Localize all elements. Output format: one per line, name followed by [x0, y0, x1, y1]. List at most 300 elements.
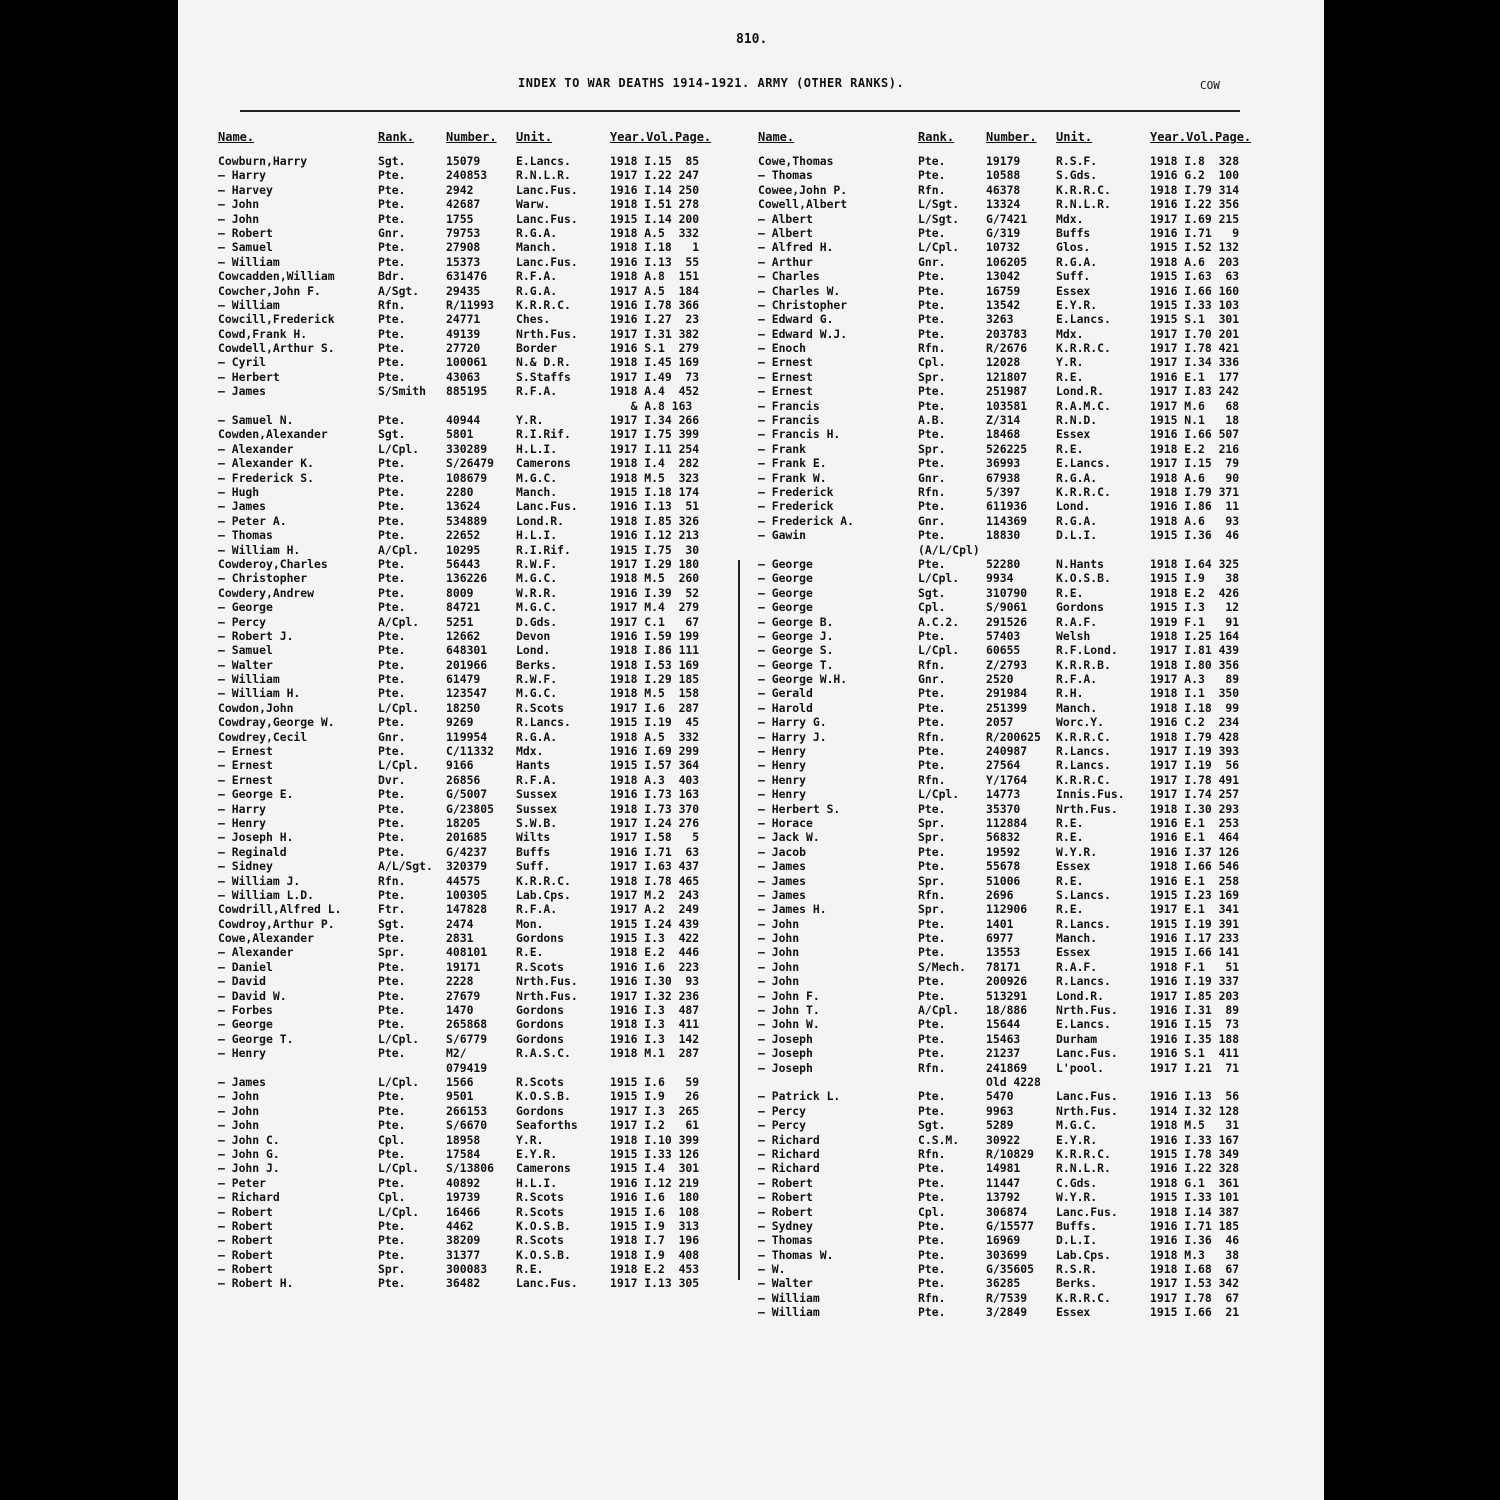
- entry-rank: Pte.: [378, 197, 406, 212]
- entry-name: — Herbert S.: [758, 801, 841, 816]
- entry-unit: Glos.: [1056, 240, 1091, 255]
- entry-number: 112906: [986, 902, 1028, 917]
- entry-name: — George: [758, 556, 813, 571]
- entry-number: 52280: [986, 556, 1021, 571]
- entry-year-vol-page: 1917 E.1 341: [1150, 902, 1240, 917]
- entry-name: — Alexander: [218, 441, 294, 456]
- entry-year-vol-page: 1918 A.8 151: [610, 269, 700, 284]
- entry-name: — John W.: [758, 1017, 820, 1032]
- entry-rank: Spr.: [918, 815, 946, 830]
- entry-unit: K.O.S.B.: [516, 1218, 571, 1233]
- entry-year-vol-page: 1918 I.7 196: [610, 1233, 700, 1248]
- entry-name: — Frank E.: [758, 456, 827, 471]
- entry-name: — David: [218, 974, 267, 989]
- entry-name: — Henry: [758, 787, 807, 802]
- entry-name: — Joseph: [758, 1031, 813, 1046]
- entry-year-vol-page: 1917 I.21 71: [1150, 1060, 1240, 1075]
- entry-number: 9166: [446, 758, 474, 773]
- entry-name: Cowdrey,Cecil: [218, 729, 308, 744]
- entry-unit: Devon: [516, 628, 551, 643]
- entry-year-vol-page: 1914 I.32 128: [1150, 1103, 1240, 1118]
- entry-name: — Thomas: [758, 1233, 813, 1248]
- entry-rank: Spr.: [378, 1262, 406, 1277]
- entry-year-vol-page: 1917 I.78 67: [1150, 1290, 1240, 1305]
- entry-rank: Pte.: [378, 1218, 406, 1233]
- entry-unit: E.Y.R.: [516, 1146, 558, 1161]
- entry-number: G/15577: [986, 1218, 1035, 1233]
- entry-unit: R.F.A.: [516, 902, 558, 917]
- entry-name: — Harry: [218, 801, 267, 816]
- entry-unit: Y.R.: [1056, 355, 1084, 370]
- entry-name: — James: [218, 1075, 267, 1089]
- entry-name: — Forbes: [218, 1003, 273, 1018]
- entry-rank: Pte.: [918, 528, 946, 543]
- entry-rank: Pte.: [378, 240, 406, 255]
- entry-name: — Christopher: [758, 297, 848, 312]
- entry-number: 1470: [446, 1003, 474, 1018]
- entry-number: 2696: [986, 887, 1014, 902]
- entry-name: — John: [218, 211, 260, 226]
- entry-name: — Ernest: [758, 369, 813, 384]
- entry-number: 49139: [446, 326, 481, 341]
- entry-year-vol-page: 1915 I.66 141: [1150, 945, 1240, 960]
- entry-year-vol-page: 1916 I.71 63: [610, 844, 700, 859]
- entry-unit: Lab.Cps.: [1056, 1247, 1111, 1262]
- entry-number: 36285: [986, 1276, 1021, 1291]
- entry-rank: L/Sgt.: [918, 211, 960, 226]
- entry-rank: Pte.: [918, 758, 946, 773]
- entry-year-vol-page: 1918 I.64 325: [1150, 556, 1240, 571]
- entry-name: — James: [758, 887, 807, 902]
- entry-unit: Durham: [1056, 1031, 1098, 1046]
- entry-rank: Rfn.: [918, 887, 946, 902]
- entry-year-vol-page: 1915 I.6 59: [610, 1075, 700, 1089]
- entry-number: 36482: [446, 1276, 481, 1291]
- entry-unit: R.E.: [516, 945, 544, 960]
- entry-rank: Pte.: [378, 801, 406, 816]
- entry-number: 265868: [446, 1017, 488, 1032]
- entry-unit: R.Scots: [516, 700, 565, 715]
- entry-number: 300083: [446, 1262, 488, 1277]
- entry-number: 123547: [446, 686, 488, 701]
- entry-rank: Pte.: [378, 744, 406, 759]
- entry-number: 201966: [446, 657, 488, 672]
- entry-name: — George: [758, 600, 813, 615]
- entry-unit: Lond.: [516, 643, 551, 658]
- entry-unit: R.G.A.: [1056, 470, 1098, 485]
- entry-year-vol-page: 1918 I.80 356: [1150, 657, 1240, 672]
- entry-name: — George T.: [218, 1031, 294, 1046]
- entry-unit: Lab.Cps.: [516, 887, 571, 902]
- entry-rank: A.B.: [918, 413, 946, 428]
- entry-name: — Francis: [758, 398, 820, 413]
- entry-name: — Henry: [218, 1046, 267, 1061]
- entry-unit: Lanc.Fus.: [516, 182, 578, 197]
- entry-unit: M.G.C.: [516, 686, 558, 701]
- entry-year-vol-page: 1915 I.9 26: [610, 1089, 700, 1104]
- entry-name: — George S.: [758, 643, 834, 658]
- entry-number: 57403: [986, 628, 1021, 643]
- entry-name: — John: [218, 1103, 260, 1118]
- entry-unit: E.Lancs.: [1056, 456, 1111, 471]
- entry-unit: E.Lancs.: [516, 154, 571, 168]
- entry-rank: L/Cpl.: [378, 1204, 420, 1219]
- entry-rank: Pte.: [918, 269, 946, 284]
- entry-unit: K.R.R.C.: [1056, 772, 1111, 787]
- entry-unit: M.G.C.: [516, 600, 558, 615]
- entry-number: 78171: [986, 959, 1021, 974]
- entry-rank: Pte.: [378, 1046, 406, 1061]
- entry-number: 10588: [986, 168, 1021, 183]
- entry-name: — Horace: [758, 815, 813, 830]
- entry-name: — Thomas: [758, 168, 813, 183]
- entry-number: 310790: [986, 585, 1028, 600]
- entry-rank: Pte.: [378, 413, 406, 428]
- entry-year-vol-page: 1915 I.6 108: [610, 1204, 700, 1219]
- entry-name: — Samuel: [218, 240, 273, 255]
- entry-rank: Pte.: [378, 470, 406, 485]
- entry-name: — William L.D.: [218, 887, 315, 902]
- entry-rank: Pte.: [378, 672, 406, 687]
- entry-name: — John: [218, 1118, 260, 1133]
- entry-number: 42687: [446, 197, 481, 212]
- entry-name: — David W.: [218, 988, 287, 1003]
- entry-year-vol-page: 1916 I.71 185: [1150, 1218, 1240, 1233]
- entry-number: 31377: [446, 1247, 481, 1262]
- entry-year-vol-page: 1918 A.5 332: [610, 729, 700, 744]
- entry-year-vol-page: 1919 F.1 91: [1150, 614, 1240, 629]
- entry-number: 18958: [446, 1132, 481, 1147]
- entry-unit: Nrth.Fus.: [516, 974, 578, 989]
- entry-year-vol-page: 1918 I.79 314: [1150, 182, 1240, 197]
- entry-year-vol-page: 1915 I.3 422: [610, 931, 700, 946]
- entry-number: 14773: [986, 787, 1021, 802]
- entry-rank: Pte.: [378, 168, 406, 183]
- entry-name: — Walter: [758, 1276, 813, 1291]
- entry-rank: Dvr.: [378, 772, 406, 787]
- entry-unit: Lanc.Fus.: [1056, 1046, 1118, 1061]
- entry-name: — William: [218, 254, 280, 269]
- entry-name: — John C.: [218, 1132, 280, 1147]
- entry-name: Cowd,Frank H.: [218, 326, 308, 341]
- entry-number: 266153: [446, 1103, 488, 1118]
- entry-name: — Thomas W.: [758, 1247, 834, 1262]
- entry-name: — James: [758, 873, 807, 888]
- entry-rank: Pte.: [918, 1161, 946, 1176]
- entry-name: Cowburn,Harry: [218, 154, 308, 168]
- entry-year-vol-page: 1918 I.10 399: [610, 1132, 700, 1147]
- entry-year-vol-page: 1917 I.34 336: [1150, 355, 1240, 370]
- entry-rank: Pte.: [378, 815, 406, 830]
- entry-unit: R.N.L.R.: [1056, 1161, 1111, 1176]
- entry-number: 5/397: [986, 484, 1021, 499]
- entry-name: — Henry: [218, 815, 267, 830]
- entry-year-vol-page: 1916 I.14 250: [610, 182, 700, 197]
- entry-rank: Pte.: [378, 369, 406, 384]
- entry-unit: R.F.A.: [516, 772, 558, 787]
- entry-rank: Pte.: [918, 168, 946, 183]
- entry-unit: K.R.R.C.: [1056, 484, 1111, 499]
- entry-number: 22652: [446, 528, 481, 543]
- entry-unit: R.E.: [1056, 441, 1084, 456]
- entry-number: R/200625: [986, 729, 1041, 744]
- entry-number: Y/1764: [986, 772, 1028, 787]
- entry-year-vol-page: 1918 A.4 452: [610, 384, 700, 399]
- entry-unit: K.R.R.B.: [1056, 657, 1111, 672]
- entry-name: — Daniel: [218, 959, 273, 974]
- entry-name: — James: [758, 859, 807, 874]
- entry-number: 147828: [446, 902, 488, 917]
- entry-year-vol-page: 1917 I.85 203: [1150, 988, 1240, 1003]
- entry-number: C/11332: [446, 744, 495, 759]
- entry-rank: L/Cpl.: [918, 787, 960, 802]
- entry-year-vol-page: 1916 I.17 233: [1150, 931, 1240, 946]
- entry-number: Old 4228: [986, 1075, 1041, 1089]
- entry-number: 18830: [986, 528, 1021, 543]
- entry-number: 408101: [446, 945, 488, 960]
- entry-rank: Cpl.: [918, 1204, 946, 1219]
- entry-number: 13553: [986, 945, 1021, 960]
- entry-unit: C.Gds.: [1056, 1175, 1098, 1190]
- entry-name: — Harry G.: [758, 715, 827, 730]
- entry-rank: Pte.: [378, 182, 406, 197]
- entry-unit: Suff.: [1056, 269, 1091, 284]
- entry-unit: K.O.S.B.: [516, 1089, 571, 1104]
- entry-number: 251987: [986, 384, 1028, 399]
- entry-name: — Robert: [218, 225, 273, 240]
- entry-number: 8009: [446, 585, 474, 600]
- entry-number: 114369: [986, 513, 1028, 528]
- entry-year-vol-page: 1917 I.69 215: [1150, 211, 1240, 226]
- entry-year-vol-page: 1915 I.78 349: [1150, 1146, 1240, 1161]
- entry-rank: Pte.: [378, 513, 406, 528]
- entry-rank: Pte.: [918, 628, 946, 643]
- entry-name: — Richard: [758, 1146, 820, 1161]
- entry-unit: Worc.Y.: [1056, 715, 1105, 730]
- entry-rank: Gnr.: [918, 470, 946, 485]
- entry-year-vol-page: 1917 I.63 437: [610, 859, 700, 874]
- entry-unit: E.Y.R.: [1056, 1132, 1098, 1147]
- entry-year-vol-page: 1916 S.1 411: [1150, 1046, 1240, 1061]
- entry-unit: R.Lancs.: [516, 715, 571, 730]
- entry-unit: Gordons: [516, 931, 565, 946]
- entry-number: 13042: [986, 269, 1021, 284]
- entry-number: 16969: [986, 1233, 1021, 1248]
- entry-number: 100305: [446, 887, 488, 902]
- entry-rank: Spr.: [918, 369, 946, 384]
- entry-year-vol-page: 1917 I.53 342: [1150, 1276, 1240, 1291]
- entry-year-vol-page: 1916 I.12 219: [610, 1175, 700, 1190]
- entry-rank: Pte.: [918, 1262, 946, 1277]
- entry-number: 526225: [986, 441, 1028, 456]
- entry-year-vol-page: 1916 I.78 366: [610, 297, 700, 312]
- entry-year-vol-page: 1917 I.29 180: [610, 556, 700, 571]
- entry-name: — Frederick: [758, 484, 834, 499]
- entry-rank: Spr.: [378, 945, 406, 960]
- entry-unit: R.A.F.: [1056, 959, 1098, 974]
- entry-unit: N.Hants: [1056, 556, 1105, 571]
- entry-year-vol-page: 1918 A.5 332: [610, 225, 700, 240]
- entry-number: Z/314: [986, 413, 1021, 428]
- entry-unit: Gordons: [516, 1017, 565, 1032]
- entry-rank: Gnr.: [918, 672, 946, 687]
- entry-unit: Manch.: [516, 484, 558, 499]
- entry-number: 60655: [986, 643, 1021, 658]
- entry-rank: Pte.: [918, 801, 946, 816]
- entry-number: 2520: [986, 672, 1014, 687]
- entry-number: G/5007: [446, 787, 488, 802]
- header-number: Number.: [986, 130, 1037, 144]
- entry-rank: Rfn.: [378, 297, 406, 312]
- entry-rank: Pte.: [918, 844, 946, 859]
- entry-rank: Pte.: [378, 686, 406, 701]
- entry-year-vol-page: 1918 A.6 90: [1150, 470, 1240, 485]
- entry-rank: Cpl.: [378, 1132, 406, 1147]
- entry-number: 241869: [986, 1060, 1028, 1075]
- entry-year-vol-page: 1916 I.22 328: [1150, 1161, 1240, 1176]
- entry-rank: S/Smith: [378, 384, 427, 399]
- entry-name: — William: [758, 1290, 820, 1305]
- entry-unit: W.Y.R.: [1056, 844, 1098, 859]
- entry-number: 611936: [986, 499, 1028, 514]
- entry-name: — Richard: [758, 1161, 820, 1176]
- entry-rank: Pte.: [918, 988, 946, 1003]
- entry-number: 27679: [446, 988, 481, 1003]
- header-name: Name.: [758, 130, 795, 144]
- entry-rank: Pte.: [378, 211, 406, 226]
- entry-unit: R.A.S.C.: [516, 1046, 571, 1061]
- entry-rank: L/Cpl.: [918, 643, 960, 658]
- entry-name: Cowdroy,Arthur P.: [218, 916, 335, 931]
- entry-number: 2280: [446, 484, 474, 499]
- entry-unit: Essex: [1056, 945, 1091, 960]
- entry-name: — Henry: [758, 758, 807, 773]
- entry-year-vol-page: 1918 I.86 111: [610, 643, 700, 658]
- entry-year-vol-page: 1918 I.45 169: [610, 355, 700, 370]
- entry-name: — Ernest: [758, 384, 813, 399]
- entry-year-vol-page: 1916 I.39 52: [610, 585, 700, 600]
- entry-name: — Frank: [758, 441, 807, 456]
- entry-number: 320379: [446, 859, 488, 874]
- entry-unit: Lanc.Fus.: [516, 211, 578, 226]
- entry-rank: Pte.: [918, 326, 946, 341]
- entry-year-vol-page: 1918 I.9 408: [610, 1247, 700, 1262]
- entry-unit: K.O.S.B.: [1056, 571, 1111, 586]
- entry-rank: L/Cpl.: [378, 1075, 420, 1089]
- entry-number: 36993: [986, 456, 1021, 471]
- entry-number: S/6779: [446, 1031, 488, 1046]
- entry-number: 18205: [446, 815, 481, 830]
- entry-unit: L'pool.: [1056, 1060, 1105, 1075]
- entry-year-vol-page: 1915 I.66 21: [1150, 1305, 1240, 1320]
- entry-year-vol-page: 1916 I.15 73: [1150, 1017, 1240, 1032]
- entry-unit: Gordons: [1056, 600, 1105, 615]
- entry-year-vol-page: 1916 I.31 89: [1150, 1003, 1240, 1018]
- entry-name: — Peter A.: [218, 513, 287, 528]
- entry-unit: R.G.A.: [516, 729, 558, 744]
- entry-name: — John T.: [758, 1003, 820, 1018]
- entry-name: — Charles: [758, 269, 820, 284]
- entry-number: 9501: [446, 1089, 474, 1104]
- entry-rank: L/Cpl.: [378, 758, 420, 773]
- entry-name: — William: [218, 672, 280, 687]
- entry-year-vol-page: 1917 I.83 242: [1150, 384, 1240, 399]
- entry-year-vol-page: 1918 I.14 387: [1150, 1204, 1240, 1219]
- entry-rank: Spr.: [918, 902, 946, 917]
- entry-year-vol-page: 1918 A.6 203: [1150, 254, 1240, 269]
- entry-name: — Percy: [758, 1118, 807, 1133]
- entry-rank: Pte.: [918, 1276, 946, 1291]
- entry-number: 3263: [986, 312, 1014, 327]
- entry-number: 885195: [446, 384, 488, 399]
- entry-name: — George: [218, 600, 273, 615]
- entry-unit: Mon.: [516, 916, 544, 931]
- entry-unit: R.F.A.: [516, 384, 558, 399]
- entry-rank: Gnr.: [378, 729, 406, 744]
- entry-unit: K.R.R.C.: [1056, 1146, 1111, 1161]
- entry-year-vol-page: 1918 M.1 287: [610, 1046, 700, 1061]
- entry-name: Cowdery,Andrew: [218, 585, 315, 600]
- entry-unit: D.Gds.: [516, 614, 558, 629]
- entry-unit: S.Gds.: [1056, 168, 1098, 183]
- entry-rank: Pte.: [918, 916, 946, 931]
- entry-rank: A/L/Sgt.: [378, 859, 433, 874]
- entry-name: — Walter: [218, 657, 273, 672]
- entry-year-vol-page: 1918 I.68 67: [1150, 1262, 1240, 1277]
- entry-unit: Essex: [1056, 283, 1091, 298]
- entry-unit: H.L.I.: [516, 1175, 558, 1190]
- entry-number: 46378: [986, 182, 1021, 197]
- entry-name: — James H.: [758, 902, 827, 917]
- entry-name: — James: [218, 384, 267, 399]
- entry-rank: Pte.: [378, 974, 406, 989]
- entry-rank: Cpl.: [378, 1190, 406, 1205]
- entry-rank: Pte.: [378, 1247, 406, 1262]
- entry-year-vol-page: 1915 I.9 38: [1150, 571, 1240, 586]
- entry-number: G/7421: [986, 211, 1028, 226]
- entry-year-vol-page: 1916 I.13 51: [610, 499, 700, 514]
- entry-unit: Sussex: [516, 787, 558, 802]
- entry-unit: R.I.Rif.: [516, 427, 571, 442]
- entry-unit: Nrth.Fus.: [1056, 1103, 1118, 1118]
- entry-number: 513291: [986, 988, 1028, 1003]
- entry-unit: R.A.M.C.: [1056, 398, 1111, 413]
- entry-year-vol-page: 1917 I.75 399: [610, 427, 700, 442]
- entry-unit: Essex: [1056, 859, 1091, 874]
- entry-year-vol-page: 1916 I.19 337: [1150, 974, 1240, 989]
- entry-name: — Percy: [218, 614, 267, 629]
- entry-number: 136226: [446, 571, 488, 586]
- entry-unit: Wilts: [516, 830, 551, 845]
- entry-year-vol-page: 1918 I.66 546: [1150, 859, 1240, 874]
- entry-rank: Spr.: [918, 873, 946, 888]
- entry-year-vol-page: 1918 I.79 428: [1150, 729, 1240, 744]
- entry-name: Cowee,John P.: [758, 182, 848, 197]
- entry-number: 6977: [986, 931, 1014, 946]
- entry-number: 1566: [446, 1075, 474, 1089]
- entry-rank: Pte.: [378, 844, 406, 859]
- entry-year-vol-page: 1917 I.31 382: [610, 326, 700, 341]
- entry-year-vol-page: 1916 I.66 160: [1150, 283, 1240, 298]
- entry-number: 330289: [446, 441, 488, 456]
- entry-name: — Richard: [758, 1132, 820, 1147]
- entry-name: — George T.: [758, 657, 834, 672]
- entry-rank: Pte.: [918, 499, 946, 514]
- entry-rank: Pte.: [918, 744, 946, 759]
- entry-year-vol-page: 1915 I.52 132: [1150, 240, 1240, 255]
- entry-unit: Lond.R.: [1056, 384, 1105, 399]
- entry-name: — Thomas: [218, 528, 273, 543]
